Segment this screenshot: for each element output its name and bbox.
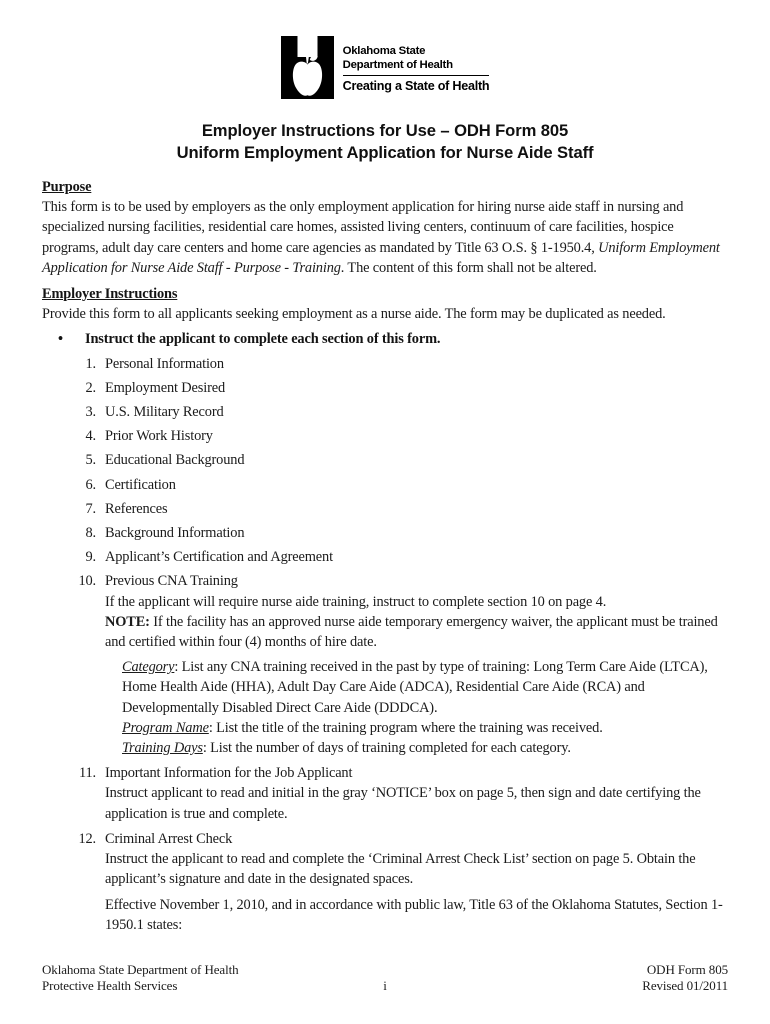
logo-org-line1: Oklahoma State xyxy=(342,45,426,57)
list-item-number: 9. xyxy=(85,549,96,566)
list-item-number: 10. xyxy=(78,573,96,590)
footer-division: Protective Health Services xyxy=(42,977,178,993)
list-item-detail: Instruct applicant to read and initial in the gray ‘NOTICE’ box on page 5, then sign and date certifying the application is true and complete. xyxy=(105,785,701,822)
note-text: If the facility has an approved nurse aide temporary emergency waiver, the applicant must be trained and certified within four (4) months of hire date. xyxy=(105,613,718,651)
header xyxy=(42,36,728,99)
list-item-title: U.S. Military Record xyxy=(105,404,224,421)
list-item-number: 7. xyxy=(85,500,96,517)
document-title-line1: Employer Instructions for Use – ODH Form 805 xyxy=(201,121,569,140)
list-item xyxy=(42,378,728,398)
list-item-title: Certification xyxy=(105,476,176,493)
list-item-title: Important Information for the Job Applicant xyxy=(105,765,353,782)
list-item-title: Applicant’s Certification and Agreement xyxy=(105,549,333,566)
footer-right xyxy=(387,962,728,994)
list-item-number: 8. xyxy=(85,525,96,542)
list-item-body xyxy=(105,829,728,890)
list-item xyxy=(42,523,728,543)
list-item xyxy=(42,571,728,652)
definition-text: : List the number of days of training completed for each category. xyxy=(202,740,571,757)
list-item xyxy=(42,547,728,567)
list-item-title: Criminal Arrest Check xyxy=(105,830,233,847)
list-item-title: Background Information xyxy=(105,525,245,542)
osdh-h-apple-icon xyxy=(281,36,334,99)
list-item-number: 11. xyxy=(78,765,96,782)
list-item-title: Educational Background xyxy=(105,452,245,469)
definition-term: Training Days xyxy=(122,740,203,757)
list-item-number: 1. xyxy=(85,355,96,372)
list-item-title: References xyxy=(105,500,168,517)
list-item-body xyxy=(105,763,728,824)
definition-program-name xyxy=(122,718,728,738)
list-item xyxy=(42,475,728,495)
list-item-title: Prior Work History xyxy=(105,428,213,445)
bullet-icon: • xyxy=(58,331,63,348)
bullet-text: Instruct the applicant to complete each section of this form. xyxy=(85,331,441,348)
footer-left xyxy=(42,962,383,994)
list-item xyxy=(42,450,728,470)
list-item-number: 4. xyxy=(85,428,96,445)
list-item-number: 6. xyxy=(85,476,96,493)
document-title xyxy=(42,120,728,164)
training-definitions xyxy=(122,657,728,758)
footer-revision-date: Revised 01/2011 xyxy=(642,977,729,993)
bullet-item xyxy=(58,329,728,349)
list-item-detail: Instruct the applicant to read and complete the ‘Criminal Arrest Check List’ section on page 5. Obtain the applicant’s signature and date in the designated spaces. xyxy=(105,851,696,888)
list-item-number: 3. xyxy=(85,404,96,421)
list-item xyxy=(42,402,728,422)
definition-term: Program Name xyxy=(122,719,209,736)
definition-term: Category xyxy=(122,659,175,676)
definition-text: : List the title of the training program where the training was received. xyxy=(208,719,603,736)
definition-category xyxy=(122,657,728,718)
page-footer xyxy=(42,962,728,994)
logo-tagline: Creating a State of Health xyxy=(343,75,490,93)
purpose-text-end: . The content of this form shall not be altered. xyxy=(340,259,597,276)
list-item xyxy=(42,499,728,519)
definition-text: : List any CNA training received in the past by type of training: Long Term Care Aide (LTCA), Home Health Aide (HHA), Adult Day Care Aide (ADCA), Residential Care Aide (RCA) and Developmentally Disabled Direct Care Aide (DDDCA). xyxy=(122,659,708,716)
note-label: NOTE: xyxy=(105,613,150,630)
list-item xyxy=(42,829,728,890)
definition-training-days xyxy=(122,738,728,758)
logo-text xyxy=(343,36,490,93)
list-item-note xyxy=(105,612,728,652)
effective-date-paragraph: Effective November 1, 2010, and in accordance with public law, Title 63 of the Oklahoma Statutes, Section 1-1950.1 states: xyxy=(105,896,723,933)
list-item xyxy=(42,763,728,824)
logo-org-line2: Department of Health xyxy=(342,58,453,71)
list-item xyxy=(42,354,728,374)
osdh-logo xyxy=(281,36,490,99)
list-item-number: 5. xyxy=(85,452,96,469)
purpose-statute-citation: Uniform Employment Application for Nurse Aide Staff - Purpose - Training xyxy=(42,239,720,276)
purpose-paragraph xyxy=(42,197,728,278)
list-item-title: Employment Desired xyxy=(105,379,225,396)
list-item-number: 2. xyxy=(85,379,96,396)
list-item-title: Personal Information xyxy=(105,355,224,372)
list-item xyxy=(42,426,728,446)
list-item-title: Previous CNA Training xyxy=(105,573,238,590)
employer-instructions-intro: Provide this form to all applicants seeking employment as a nurse aide. The form may be duplicated as needed. xyxy=(42,306,666,323)
document-title-line2: Uniform Employment Application for Nurse Aide Staff xyxy=(176,143,594,162)
page-number: i xyxy=(383,977,387,993)
footer-agency: Oklahoma State Department of Health xyxy=(42,961,239,977)
list-item-number: 12. xyxy=(78,830,96,847)
employer-instructions-heading: Employer Instructions xyxy=(42,286,178,303)
list-item-body xyxy=(105,571,728,652)
purpose-heading: Purpose xyxy=(42,179,92,195)
purpose-text-start: This form is to be used by employers as the only employment application for hiring nurse aide staff in nursing and specialized nursing facilities, residential care homes, assisted living centers, continuum of care facilities, hospice programs, adult day care centers and home care agencies as mandated by Title 63 O.S. § 1-1950.4, xyxy=(42,199,684,256)
list-item-detail: If the applicant will require nurse aide training, instruct to complete section 10 on page 4. xyxy=(105,593,607,610)
footer-form-number: ODH Form 805 xyxy=(646,961,729,977)
